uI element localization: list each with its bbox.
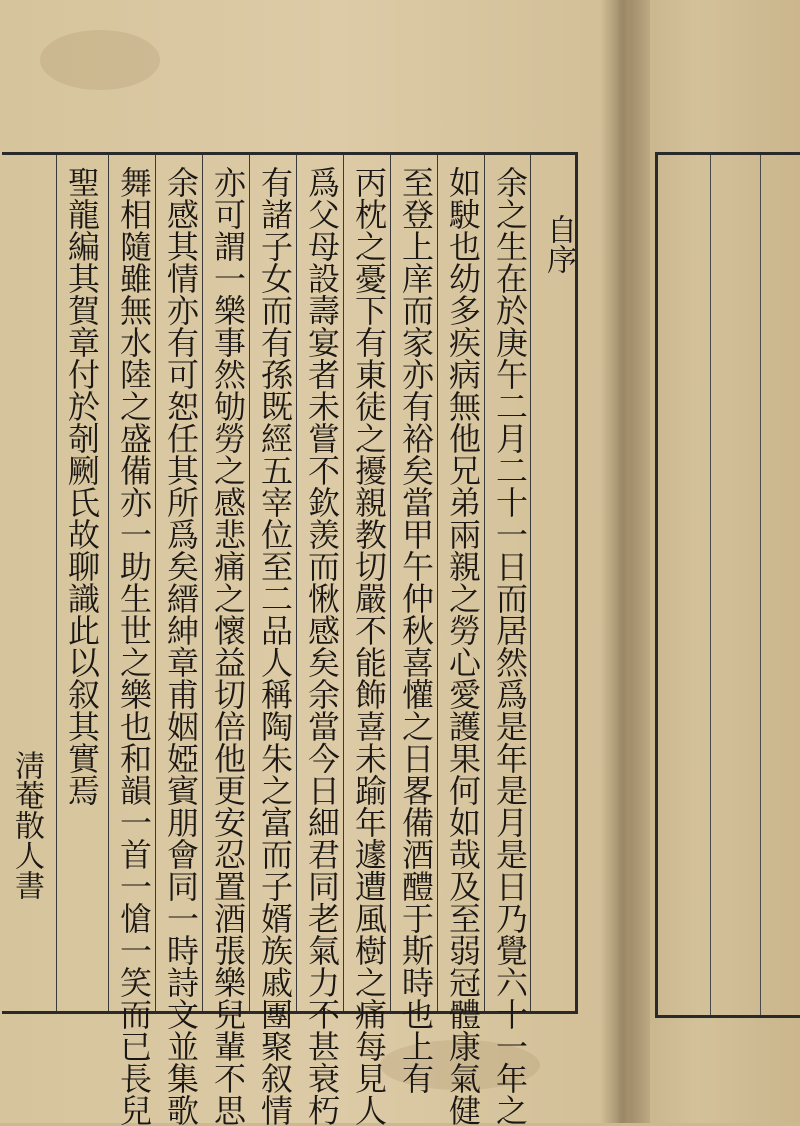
paper-stain xyxy=(40,30,160,90)
text-column-4: 丙枕之憂下有東徒之擾親教切嚴不能飾喜未踰年遽遭風樹之痛每見人 xyxy=(350,166,388,1126)
adjacent-page-frame xyxy=(655,152,800,1018)
column-rule xyxy=(390,155,391,1011)
text-column-10: 聖龍編其賀章付於剞劂氏故聊識此以叙其實焉 xyxy=(63,166,101,806)
text-column-9: 舞相隨雖無水陸之盛備亦一助生世之樂也和韻一首一愴一笑而已長兒 xyxy=(115,166,153,1126)
text-column-3: 至登上庠而家亦有裕矣當甲午仲秋喜懽之日畧備酒醴于斯時也上有 xyxy=(397,166,435,1094)
column-rule xyxy=(296,155,297,1011)
text-column-1: 余之生在於庚午二月二十一日而居然爲是年是月是日乃覺六十一年之 xyxy=(491,166,529,1126)
adjacent-column-rule xyxy=(760,155,761,1015)
author-signature: 淸菴散人書 xyxy=(9,750,44,900)
column-rule xyxy=(530,155,531,1011)
column-rule xyxy=(155,155,156,1011)
book-gutter xyxy=(600,0,650,1123)
preface-heading: 自序 xyxy=(541,214,576,274)
column-rule xyxy=(437,155,438,1011)
column-rule xyxy=(56,155,57,1011)
column-rule xyxy=(343,155,344,1011)
text-column-5: 爲父母設壽宴者未嘗不欽羡而愀感矣余當今日細君同老氣力不甚衰朽 xyxy=(303,166,341,1126)
text-column-6: 有諸子女而有孫既經五宰位至二品人稱陶朱之富而子婿族戚團聚叙情 xyxy=(256,166,294,1126)
adjacent-column-rule xyxy=(710,155,711,1015)
column-rule xyxy=(249,155,250,1011)
text-column-7: 亦可謂一樂事然劬勞之感悲痛之懷益切倍他更安忍置酒張樂兒輩不思 xyxy=(209,166,247,1126)
column-rule xyxy=(484,155,485,1011)
text-column-2: 如駛也幼多疾病無他兄弟兩親之勞心愛護果何如哉及至弱冠體康氣健 xyxy=(444,166,482,1126)
text-column-8: 余感其情亦有可恕任其所爲矣縉紳章甫姻婭賓朋會同一時詩文並集歌 xyxy=(162,166,200,1126)
column-rule xyxy=(108,155,109,1011)
column-rule xyxy=(202,155,203,1011)
